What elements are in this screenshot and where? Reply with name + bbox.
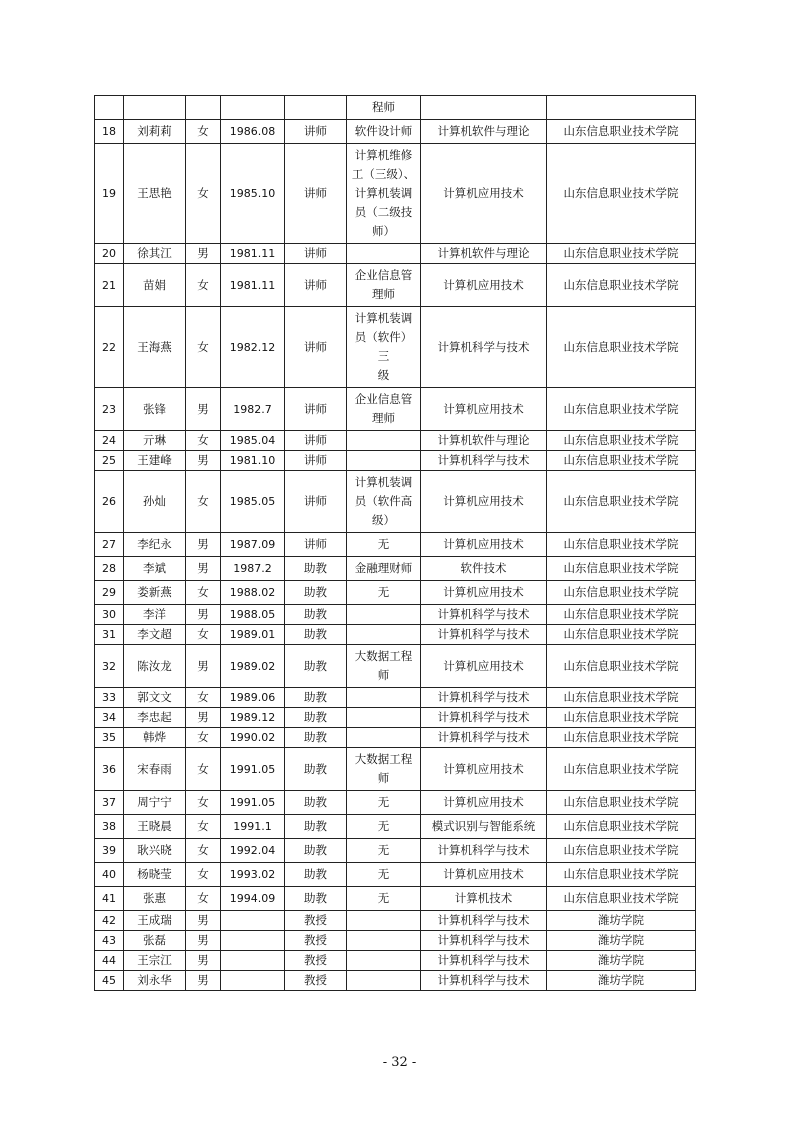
cell-gender: 女 — [186, 625, 221, 645]
cell-birth-date: 1991.05 — [221, 748, 285, 791]
cell-gender: 男 — [186, 388, 221, 431]
cell-certificate — [347, 625, 421, 645]
cell-certificate: 无 — [347, 839, 421, 863]
cell-name: 李洋 — [124, 605, 186, 625]
cell-gender: 女 — [186, 120, 221, 144]
cell-name: 王建峰 — [124, 451, 186, 471]
cell-index: 29 — [95, 581, 124, 605]
cell-major: 计算机应用技术 — [421, 863, 547, 887]
cell-school: 山东信息职业技术学院 — [547, 645, 696, 688]
cell-school — [547, 96, 696, 120]
cell-certificate — [347, 605, 421, 625]
cell-title: 教授 — [285, 951, 347, 971]
cell-title: 助教 — [285, 791, 347, 815]
cell-certificate: 无 — [347, 887, 421, 911]
cell-birth-date: 1989.12 — [221, 708, 285, 728]
cell-gender: 女 — [186, 815, 221, 839]
cell-title: 助教 — [285, 815, 347, 839]
cell-gender: 女 — [186, 863, 221, 887]
cell-major: 计算机应用技术 — [421, 471, 547, 533]
cell-title: 讲师 — [285, 120, 347, 144]
cell-major: 计算机应用技术 — [421, 264, 547, 307]
cell-gender: 女 — [186, 728, 221, 748]
cell-title: 助教 — [285, 581, 347, 605]
cell-birth-date — [221, 96, 285, 120]
cell-index: 19 — [95, 144, 124, 244]
cell-certificate — [347, 451, 421, 471]
table-row — [95, 471, 696, 533]
cell-certificate: 无 — [347, 815, 421, 839]
cell-birth-date — [221, 951, 285, 971]
cell-major: 计算机软件与理论 — [421, 431, 547, 451]
cell-birth-date: 1994.09 — [221, 887, 285, 911]
cell-name: 苗娟 — [124, 264, 186, 307]
cell-gender: 女 — [186, 144, 221, 244]
cell-birth-date: 1989.06 — [221, 688, 285, 708]
cell-gender: 女 — [186, 887, 221, 911]
cell-birth-date — [221, 911, 285, 931]
cell-major: 计算机应用技术 — [421, 748, 547, 791]
cell-name: 娄新燕 — [124, 581, 186, 605]
cell-certificate — [347, 971, 421, 991]
cell-school: 山东信息职业技术学院 — [547, 533, 696, 557]
cell-name: 张锋 — [124, 388, 186, 431]
cell-birth-date: 1988.02 — [221, 581, 285, 605]
cell-certificate — [347, 708, 421, 728]
cell-school: 山东信息职业技术学院 — [547, 581, 696, 605]
cell-title: 教授 — [285, 931, 347, 951]
cell-index: 37 — [95, 791, 124, 815]
cell-gender: 男 — [186, 605, 221, 625]
cell-major: 计算机科学与技术 — [421, 688, 547, 708]
cell-certificate: 金融理财师 — [347, 557, 421, 581]
cell-index: 34 — [95, 708, 124, 728]
cell-major: 计算机科学与技术 — [421, 931, 547, 951]
table-row — [95, 264, 696, 307]
table-row — [95, 748, 696, 791]
cell-gender: 女 — [186, 264, 221, 307]
cell-title: 助教 — [285, 887, 347, 911]
table-row — [95, 451, 696, 471]
cell-name — [124, 96, 186, 120]
cell-certificate: 大数据工程 师 — [347, 645, 421, 688]
cell-index — [95, 96, 124, 120]
cell-title: 助教 — [285, 728, 347, 748]
cell-index: 23 — [95, 388, 124, 431]
cell-gender: 女 — [186, 748, 221, 791]
cell-title: 讲师 — [285, 388, 347, 431]
cell-index: 27 — [95, 533, 124, 557]
cell-certificate: 企业信息管 理师 — [347, 264, 421, 307]
cell-school: 山东信息职业技术学院 — [547, 431, 696, 451]
cell-index: 43 — [95, 931, 124, 951]
cell-birth-date: 1992.04 — [221, 839, 285, 863]
cell-index: 30 — [95, 605, 124, 625]
table-row — [95, 931, 696, 951]
cell-school: 潍坊学院 — [547, 951, 696, 971]
cell-name: 韩烨 — [124, 728, 186, 748]
cell-name: 刘莉莉 — [124, 120, 186, 144]
cell-birth-date: 1982.12 — [221, 307, 285, 388]
table-row — [95, 708, 696, 728]
cell-title: 讲师 — [285, 264, 347, 307]
cell-title: 讲师 — [285, 307, 347, 388]
cell-school: 山东信息职业技术学院 — [547, 748, 696, 791]
cell-title: 讲师 — [285, 533, 347, 557]
cell-gender: 女 — [186, 431, 221, 451]
cell-title: 讲师 — [285, 431, 347, 451]
cell-certificate — [347, 431, 421, 451]
cell-certificate — [347, 931, 421, 951]
table-body — [95, 96, 696, 991]
cell-title: 助教 — [285, 708, 347, 728]
cell-major: 计算机科学与技术 — [421, 951, 547, 971]
cell-school: 山东信息职业技术学院 — [547, 887, 696, 911]
table-row — [95, 307, 696, 388]
cell-name: 王成瑞 — [124, 911, 186, 931]
cell-index: 33 — [95, 688, 124, 708]
cell-index: 40 — [95, 863, 124, 887]
cell-index: 26 — [95, 471, 124, 533]
table-row — [95, 971, 696, 991]
cell-index: 45 — [95, 971, 124, 991]
cell-certificate: 大数据工程 师 — [347, 748, 421, 791]
cell-index: 21 — [95, 264, 124, 307]
cell-birth-date: 1987.09 — [221, 533, 285, 557]
cell-name: 张磊 — [124, 931, 186, 951]
cell-gender: 女 — [186, 839, 221, 863]
cell-birth-date: 1993.02 — [221, 863, 285, 887]
table-row — [95, 581, 696, 605]
cell-major: 计算机软件与理论 — [421, 120, 547, 144]
cell-index: 25 — [95, 451, 124, 471]
cell-school: 山东信息职业技术学院 — [547, 839, 696, 863]
cell-major: 模式识别与智能系统 — [421, 815, 547, 839]
cell-gender: 男 — [186, 451, 221, 471]
cell-birth-date: 1981.11 — [221, 264, 285, 307]
cell-title: 助教 — [285, 557, 347, 581]
cell-gender: 女 — [186, 791, 221, 815]
cell-birth-date: 1981.10 — [221, 451, 285, 471]
cell-gender: 男 — [186, 645, 221, 688]
cell-school: 山东信息职业技术学院 — [547, 264, 696, 307]
cell-name: 李忠起 — [124, 708, 186, 728]
cell-gender: 男 — [186, 951, 221, 971]
cell-index: 44 — [95, 951, 124, 971]
cell-title: 助教 — [285, 863, 347, 887]
table-row — [95, 815, 696, 839]
cell-name: 周宁宁 — [124, 791, 186, 815]
cell-gender: 男 — [186, 911, 221, 931]
cell-birth-date: 1991.1 — [221, 815, 285, 839]
cell-title: 讲师 — [285, 144, 347, 244]
cell-name: 陈汝龙 — [124, 645, 186, 688]
table-row — [95, 951, 696, 971]
cell-school: 山东信息职业技术学院 — [547, 688, 696, 708]
cell-name: 宋春雨 — [124, 748, 186, 791]
cell-major: 计算机应用技术 — [421, 581, 547, 605]
cell-title: 讲师 — [285, 471, 347, 533]
cell-school: 山东信息职业技术学院 — [547, 144, 696, 244]
cell-major: 计算机科学与技术 — [421, 728, 547, 748]
table-row — [95, 244, 696, 264]
cell-school: 山东信息职业技术学院 — [547, 471, 696, 533]
cell-birth-date — [221, 971, 285, 991]
cell-gender: 男 — [186, 557, 221, 581]
cell-certificate — [347, 728, 421, 748]
cell-index: 39 — [95, 839, 124, 863]
cell-name: 郭文文 — [124, 688, 186, 708]
cell-school: 山东信息职业技术学院 — [547, 625, 696, 645]
cell-certificate: 计算机维修 工（三级）、 计算机装调 员（二级技 师） — [347, 144, 421, 244]
cell-name: 王晓晨 — [124, 815, 186, 839]
cell-title: 助教 — [285, 605, 347, 625]
cell-birth-date: 1982.7 — [221, 388, 285, 431]
table-row — [95, 728, 696, 748]
cell-major: 软件技术 — [421, 557, 547, 581]
cell-index: 20 — [95, 244, 124, 264]
cell-name: 王海燕 — [124, 307, 186, 388]
cell-certificate — [347, 951, 421, 971]
cell-title: 讲师 — [285, 244, 347, 264]
cell-certificate — [347, 244, 421, 264]
table-row — [95, 645, 696, 688]
cell-name: 张惠 — [124, 887, 186, 911]
cell-birth-date: 1989.02 — [221, 645, 285, 688]
cell-major: 计算机科学与技术 — [421, 839, 547, 863]
cell-name: 杨晓莹 — [124, 863, 186, 887]
cell-birth-date: 1985.10 — [221, 144, 285, 244]
cell-major: 计算机软件与理论 — [421, 244, 547, 264]
cell-index: 18 — [95, 120, 124, 144]
table-row — [95, 533, 696, 557]
cell-major: 计算机应用技术 — [421, 388, 547, 431]
cell-certificate: 计算机装调 员（软件）三 级 — [347, 307, 421, 388]
cell-certificate — [347, 911, 421, 931]
cell-name: 李文超 — [124, 625, 186, 645]
cell-school: 山东信息职业技术学院 — [547, 708, 696, 728]
cell-birth-date: 1989.01 — [221, 625, 285, 645]
cell-gender: 男 — [186, 244, 221, 264]
cell-title: 助教 — [285, 688, 347, 708]
cell-birth-date: 1990.02 — [221, 728, 285, 748]
cell-school: 潍坊学院 — [547, 931, 696, 951]
cell-school: 山东信息职业技术学院 — [547, 307, 696, 388]
staff-table — [94, 95, 696, 991]
cell-name: 耿兴晓 — [124, 839, 186, 863]
cell-birth-date — [221, 931, 285, 951]
cell-major: 计算机科学与技术 — [421, 625, 547, 645]
cell-school: 山东信息职业技术学院 — [547, 120, 696, 144]
cell-school: 潍坊学院 — [547, 911, 696, 931]
cell-title: 助教 — [285, 625, 347, 645]
cell-school: 山东信息职业技术学院 — [547, 557, 696, 581]
cell-certificate: 企业信息管 理师 — [347, 388, 421, 431]
cell-index: 38 — [95, 815, 124, 839]
cell-major: 计算机应用技术 — [421, 533, 547, 557]
cell-gender — [186, 96, 221, 120]
cell-gender: 男 — [186, 533, 221, 557]
cell-birth-date: 1986.08 — [221, 120, 285, 144]
cell-index: 42 — [95, 911, 124, 931]
cell-index: 31 — [95, 625, 124, 645]
cell-index: 28 — [95, 557, 124, 581]
cell-certificate: 软件设计师 — [347, 120, 421, 144]
cell-index: 32 — [95, 645, 124, 688]
cell-gender: 女 — [186, 688, 221, 708]
cell-index: 36 — [95, 748, 124, 791]
table-row — [95, 887, 696, 911]
cell-certificate: 无 — [347, 533, 421, 557]
table-row — [95, 557, 696, 581]
cell-gender: 男 — [186, 931, 221, 951]
cell-index: 24 — [95, 431, 124, 451]
cell-birth-date: 1987.2 — [221, 557, 285, 581]
cell-index: 41 — [95, 887, 124, 911]
cell-name: 孙灿 — [124, 471, 186, 533]
cell-gender: 男 — [186, 708, 221, 728]
cell-title: 教授 — [285, 911, 347, 931]
cell-title: 助教 — [285, 645, 347, 688]
cell-title: 教授 — [285, 971, 347, 991]
table-row — [95, 144, 696, 244]
table-row — [95, 839, 696, 863]
table-row — [95, 388, 696, 431]
table-row — [95, 911, 696, 931]
cell-major: 计算机科学与技术 — [421, 605, 547, 625]
cell-school: 山东信息职业技术学院 — [547, 815, 696, 839]
cell-major: 计算机应用技术 — [421, 791, 547, 815]
cell-title: 讲师 — [285, 451, 347, 471]
cell-birth-date: 1991.05 — [221, 791, 285, 815]
table-row — [95, 431, 696, 451]
cell-title — [285, 96, 347, 120]
cell-name: 王思艳 — [124, 144, 186, 244]
cell-school: 山东信息职业技术学院 — [547, 605, 696, 625]
cell-school: 山东信息职业技术学院 — [547, 451, 696, 471]
cell-certificate: 计算机装调 员（软件高 级） — [347, 471, 421, 533]
cell-major — [421, 96, 547, 120]
cell-school: 山东信息职业技术学院 — [547, 728, 696, 748]
table-row — [95, 120, 696, 144]
cell-major: 计算机科学与技术 — [421, 307, 547, 388]
table-row — [95, 96, 696, 120]
cell-birth-date: 1988.05 — [221, 605, 285, 625]
cell-certificate — [347, 688, 421, 708]
cell-name: 李纪永 — [124, 533, 186, 557]
table-row — [95, 605, 696, 625]
table-row — [95, 791, 696, 815]
cell-major: 计算机应用技术 — [421, 645, 547, 688]
cell-major: 计算机技术 — [421, 887, 547, 911]
cell-certificate: 无 — [347, 581, 421, 605]
cell-school: 潍坊学院 — [547, 971, 696, 991]
table-row — [95, 625, 696, 645]
cell-birth-date: 1981.11 — [221, 244, 285, 264]
cell-name: 王宗江 — [124, 951, 186, 971]
cell-birth-date: 1985.05 — [221, 471, 285, 533]
cell-index: 22 — [95, 307, 124, 388]
cell-school: 山东信息职业技术学院 — [547, 388, 696, 431]
cell-gender: 女 — [186, 581, 221, 605]
cell-major: 计算机科学与技术 — [421, 911, 547, 931]
cell-name: 亓琳 — [124, 431, 186, 451]
cell-certificate: 程师 — [347, 96, 421, 120]
table-row — [95, 863, 696, 887]
cell-birth-date: 1985.04 — [221, 431, 285, 451]
cell-school: 山东信息职业技术学院 — [547, 244, 696, 264]
cell-name: 李斌 — [124, 557, 186, 581]
cell-major: 计算机科学与技术 — [421, 451, 547, 471]
cell-name: 徐其江 — [124, 244, 186, 264]
cell-major: 计算机应用技术 — [421, 144, 547, 244]
cell-title: 助教 — [285, 839, 347, 863]
cell-major: 计算机科学与技术 — [421, 971, 547, 991]
cell-gender: 女 — [186, 471, 221, 533]
cell-name: 刘永华 — [124, 971, 186, 991]
cell-title: 助教 — [285, 748, 347, 791]
cell-index: 35 — [95, 728, 124, 748]
page-number: - 32 - — [382, 1055, 417, 1070]
cell-major: 计算机科学与技术 — [421, 708, 547, 728]
cell-school: 山东信息职业技术学院 — [547, 791, 696, 815]
cell-gender: 女 — [186, 307, 221, 388]
cell-gender: 男 — [186, 971, 221, 991]
table-row — [95, 688, 696, 708]
cell-certificate: 无 — [347, 791, 421, 815]
cell-school: 山东信息职业技术学院 — [547, 863, 696, 887]
cell-certificate: 无 — [347, 863, 421, 887]
